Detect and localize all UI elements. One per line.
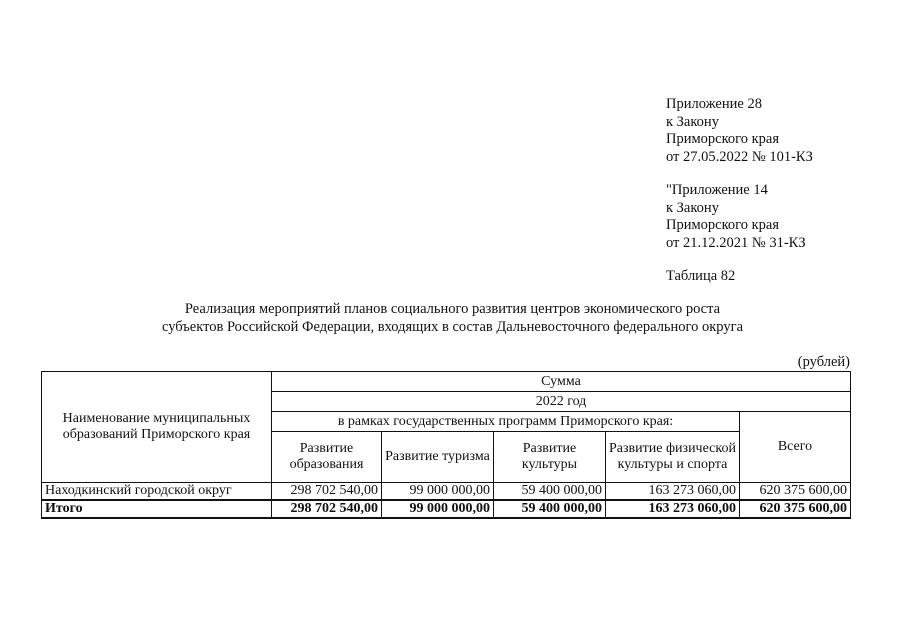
row-total-value: 620 375 600,00 bbox=[740, 483, 851, 501]
row-sport-value: 163 273 060,00 bbox=[606, 483, 740, 501]
table-row bbox=[42, 483, 851, 501]
appendix-original-line-3: Приморского края bbox=[666, 217, 780, 234]
header-culture: Развитие культуры bbox=[494, 432, 606, 483]
header-programs: в рамках государственных программ Приморского края: bbox=[272, 412, 740, 432]
header-tourism: Развитие туризма bbox=[382, 432, 494, 483]
row-culture-value: 59 400 000,00 bbox=[494, 483, 606, 501]
appendix-current-line-1: Приложение 28 bbox=[666, 96, 762, 112]
appendix-current-block bbox=[666, 96, 813, 166]
total-tourism-value: 99 000 000,00 bbox=[382, 500, 494, 518]
appendix-original-line-4: от 21.12.2021 № 31-КЗ bbox=[666, 234, 806, 251]
appendix-original-line-1: "Приложение 14 bbox=[666, 182, 768, 198]
header-sport: Развитие физической культуры и спорта bbox=[606, 432, 740, 483]
header-year: 2022 год bbox=[272, 392, 851, 412]
appendix-current-line-2: к Закону bbox=[666, 113, 719, 130]
funding-table bbox=[41, 371, 851, 519]
appendix-original-line-2: к Закону bbox=[666, 199, 719, 216]
table-number: Таблица 82 bbox=[666, 268, 736, 284]
total-education-value: 298 702 540,00 bbox=[272, 500, 382, 518]
total-culture-value: 59 400 000,00 bbox=[494, 500, 606, 518]
row-tourism-value: 99 000 000,00 bbox=[382, 483, 494, 501]
appendix-original-block bbox=[666, 182, 806, 252]
total-row-label: Итого bbox=[42, 500, 272, 518]
total-row bbox=[42, 500, 851, 518]
header-education: Развитие образования bbox=[272, 432, 382, 483]
appendix-current-line-4: от 27.05.2022 № 101-КЗ bbox=[666, 148, 813, 165]
units-label: (рублей) bbox=[797, 354, 850, 370]
header-sum: Сумма bbox=[272, 372, 851, 392]
document-title-line-1: Реализация мероприятий планов социального развития центров экономического роста bbox=[184, 301, 721, 317]
appendix-current-line-3: Приморского края bbox=[666, 131, 780, 148]
row-education-value: 298 702 540,00 bbox=[272, 483, 382, 501]
total-sport-value: 163 273 060,00 bbox=[606, 500, 740, 518]
header-municipality-name: Наименование муниципальных образований Приморского края bbox=[42, 372, 272, 483]
header-total: Всего bbox=[740, 412, 851, 483]
total-total-value: 620 375 600,00 bbox=[740, 500, 851, 518]
document-title-line-2: субъектов Российской Федерации, входящих в состав Дальневосточного федерального округа bbox=[161, 319, 744, 335]
row-municipality-name: Находкинский городской округ bbox=[42, 483, 272, 501]
